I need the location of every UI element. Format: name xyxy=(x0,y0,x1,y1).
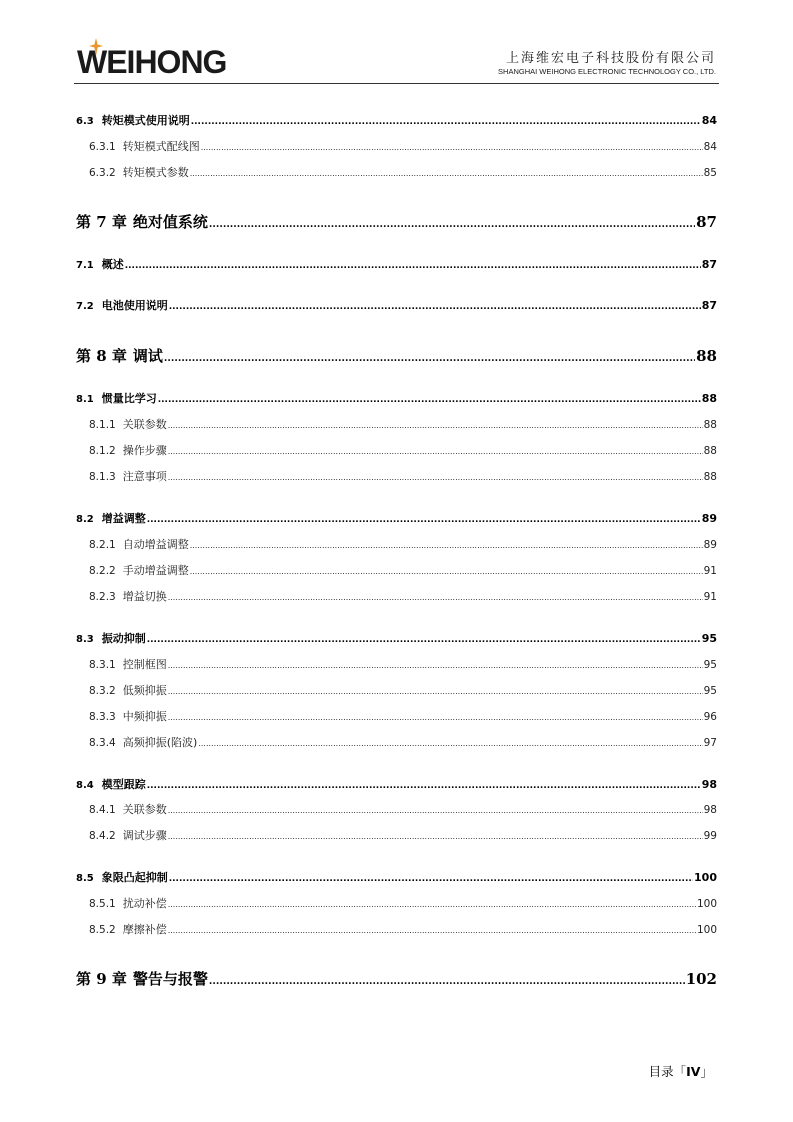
company-name-cn: 上海维宏电子科技股份有限公司 xyxy=(505,51,716,66)
toc-entry-title: 转矩模式配线图 xyxy=(122,140,200,153)
toc-leader-dots xyxy=(147,781,701,791)
toc-entry-page: 100 xyxy=(694,871,717,884)
toc-entry[interactable] xyxy=(89,416,717,432)
footer-bracket-open: 「 xyxy=(673,1064,687,1079)
toc-entry-title: 调试步骤 xyxy=(122,829,167,842)
toc-entry[interactable] xyxy=(76,390,717,406)
toc-entry-title: 象限凸起抑制 xyxy=(101,871,168,884)
toc-entry-number: 8.5.1 xyxy=(89,898,116,910)
footer-label: 目录 xyxy=(648,1064,674,1079)
toc-entry-number: 8.4.2 xyxy=(89,830,116,842)
toc-entry-page: 97 xyxy=(703,737,717,749)
toc-entry-number: 第 8 章 xyxy=(76,347,127,365)
toc-entry-title: 转矩模式参数 xyxy=(122,166,189,179)
toc-leader-dots xyxy=(209,219,695,230)
toc-entry[interactable] xyxy=(76,297,717,313)
toc-entry-title: 概述 xyxy=(101,258,124,271)
toc-leader-dots xyxy=(158,395,701,405)
toc-leader-dots xyxy=(190,541,703,550)
toc-entry-number: 8.3 xyxy=(76,634,94,645)
toc-entry[interactable] xyxy=(76,630,717,646)
toc-entry-number: 第 9 章 xyxy=(76,970,127,988)
toc-entry[interactable] xyxy=(76,776,717,792)
toc-entry-title: 关联参数 xyxy=(122,803,167,816)
toc-entry-title: 调试 xyxy=(132,347,163,365)
toc-entry-number: 8.3.2 xyxy=(89,685,116,697)
toc-entry-title: 电池使用说明 xyxy=(101,299,168,312)
toc-entry-page: 95 xyxy=(701,632,717,645)
toc-entry[interactable] xyxy=(89,895,717,911)
toc-entry-page: 84 xyxy=(701,114,717,127)
toc-entry-page: 89 xyxy=(703,539,717,551)
toc-entry-page: 88 xyxy=(703,471,717,483)
toc-entry-number: 8.1.1 xyxy=(89,419,116,431)
toc-entry-title: 注意事项 xyxy=(122,470,167,483)
toc-leader-dots xyxy=(168,593,703,602)
toc-leader-dots xyxy=(168,713,703,722)
toc-entry[interactable] xyxy=(76,869,717,885)
toc-entry-title: 振动抑制 xyxy=(101,632,146,645)
toc-leader-dots xyxy=(191,117,701,127)
toc-entry[interactable] xyxy=(89,588,717,604)
toc-entry[interactable] xyxy=(89,708,717,724)
toc-leader-dots xyxy=(168,473,703,482)
toc-leader-dots xyxy=(168,900,696,909)
toc-entry[interactable] xyxy=(89,138,717,154)
toc-entry-page: 102 xyxy=(685,970,717,988)
company-name-en: SHANGHAI WEIHONG ELECTRONIC TECHNOLOGY CO., LTD. xyxy=(498,67,716,76)
toc-entry-page: 84 xyxy=(703,141,717,153)
toc-entry-number: 8.3.4 xyxy=(89,737,116,749)
toc-entry[interactable] xyxy=(89,801,717,817)
toc-entry-page: 88 xyxy=(703,445,717,457)
toc-leader-dots xyxy=(168,926,696,935)
toc-entry[interactable] xyxy=(76,112,717,128)
toc-entry[interactable] xyxy=(89,468,717,484)
toc-entry-number: 8.1.3 xyxy=(89,471,116,483)
toc-entry-title: 警告与报警 xyxy=(132,970,208,988)
toc-entry-number: 8.3.1 xyxy=(89,659,116,671)
toc-entry[interactable] xyxy=(89,562,717,578)
toc-leader-dots xyxy=(168,806,703,815)
toc-entry-title: 增益切换 xyxy=(122,590,167,603)
toc-entry-page: 100 xyxy=(696,898,717,910)
toc-entry-title: 高频抑振(陷波) xyxy=(122,736,198,749)
toc-leader-dots xyxy=(164,353,695,364)
toc-entry-page: 88 xyxy=(696,347,717,365)
toc-leader-dots xyxy=(168,447,703,456)
logo-text: WEIHONG xyxy=(77,44,227,80)
toc-leader-dots xyxy=(190,169,703,178)
toc-leader-dots xyxy=(190,567,703,576)
toc-leader-dots xyxy=(147,635,701,645)
toc-entry-title: 自动增益调整 xyxy=(122,538,189,551)
toc-entry-page: 98 xyxy=(703,804,717,816)
toc-entry-page: 91 xyxy=(703,565,717,577)
toc-entry-title: 转矩模式使用说明 xyxy=(101,114,190,127)
footer-page-number: IV xyxy=(686,1064,701,1079)
toc-entry[interactable] xyxy=(76,211,717,231)
toc-entry-number: 8.4 xyxy=(76,780,94,791)
toc-leader-dots xyxy=(198,739,702,748)
toc-entry[interactable] xyxy=(89,442,717,458)
toc-leader-dots xyxy=(168,832,703,841)
toc-entry-title: 关联参数 xyxy=(122,418,167,431)
toc-entry-title: 中频抑振 xyxy=(122,710,167,723)
toc-entry-page: 89 xyxy=(701,512,717,525)
toc-entry-title: 摩擦补偿 xyxy=(122,923,167,936)
footer-bracket-close: 」 xyxy=(700,1064,713,1079)
toc-entry-page: 87 xyxy=(701,299,717,312)
toc-entry-page: 88 xyxy=(703,419,717,431)
toc-entry-page: 99 xyxy=(703,830,717,842)
toc-entry[interactable] xyxy=(89,656,717,672)
toc-entry-title: 控制框图 xyxy=(122,658,167,671)
toc-leader-dots xyxy=(168,421,703,430)
toc-entry-number: 8.5.2 xyxy=(89,924,116,936)
toc-leader-dots xyxy=(168,687,703,696)
toc-entry-number: 8.5 xyxy=(76,873,94,884)
toc-entry-number: 8.2 xyxy=(76,514,94,525)
toc-leader-dots xyxy=(147,515,701,525)
toc-entry-number: 第 7 章 xyxy=(76,213,127,231)
toc-leader-dots xyxy=(209,976,685,987)
toc-entry[interactable] xyxy=(89,164,717,180)
page-footer xyxy=(649,1062,713,1080)
toc-entry-page: 96 xyxy=(703,711,717,723)
toc-entry-number: 8.1.2 xyxy=(89,445,116,457)
toc-entry-title: 操作步骤 xyxy=(122,444,167,457)
toc-entry-title: 模型跟踪 xyxy=(101,778,146,791)
toc-entry-page: 95 xyxy=(703,685,717,697)
toc-entry-title: 低频抑振 xyxy=(122,684,167,697)
toc-entry[interactable] xyxy=(89,734,717,750)
toc-entry[interactable] xyxy=(76,345,717,365)
toc-entry-page: 85 xyxy=(703,167,717,179)
toc-entry[interactable] xyxy=(89,682,717,698)
toc-entry-number: 6.3.1 xyxy=(89,141,116,153)
toc-entry-page: 91 xyxy=(703,591,717,603)
toc-entry-number: 6.3.2 xyxy=(89,167,116,179)
toc-entry-page: 95 xyxy=(703,659,717,671)
toc-entry-title: 扰动补偿 xyxy=(122,897,167,910)
toc-entry-number: 7.2 xyxy=(76,301,94,312)
toc-entry[interactable] xyxy=(76,510,717,526)
toc-entry[interactable] xyxy=(89,827,717,843)
toc-entry[interactable] xyxy=(76,256,717,272)
toc-entry-number: 8.2.1 xyxy=(89,539,116,551)
toc-entry-number: 8.3.3 xyxy=(89,711,116,723)
toc-entry-page: 87 xyxy=(696,213,717,231)
toc-leader-dots xyxy=(125,261,701,271)
toc-leader-dots xyxy=(168,661,703,670)
toc-entry-title: 绝对值系统 xyxy=(132,213,208,231)
toc-entry-page: 98 xyxy=(701,778,717,791)
toc-leader-dots xyxy=(169,874,693,884)
toc-entry[interactable] xyxy=(76,968,717,988)
toc-entry-number: 6.3 xyxy=(76,116,94,127)
toc-entry-title: 惯量比学习 xyxy=(101,392,157,405)
toc-entry-page: 100 xyxy=(696,924,717,936)
toc-leader-dots xyxy=(201,143,703,152)
toc-entry-number: 7.1 xyxy=(76,260,94,271)
toc-entry-page: 88 xyxy=(701,392,717,405)
toc-entry-title: 手动增益调整 xyxy=(122,564,189,577)
toc-entry-number: 8.4.1 xyxy=(89,804,116,816)
toc-entry-title: 增益调整 xyxy=(101,512,146,525)
toc-entry-page: 87 xyxy=(701,258,717,271)
toc-entry-number: 8.1 xyxy=(76,394,94,405)
toc-entry[interactable] xyxy=(89,536,717,552)
toc-entry[interactable] xyxy=(89,921,717,937)
toc-entry-number: 8.2.2 xyxy=(89,565,116,577)
toc-entry-number: 8.2.3 xyxy=(89,591,116,603)
toc-leader-dots xyxy=(169,302,701,312)
